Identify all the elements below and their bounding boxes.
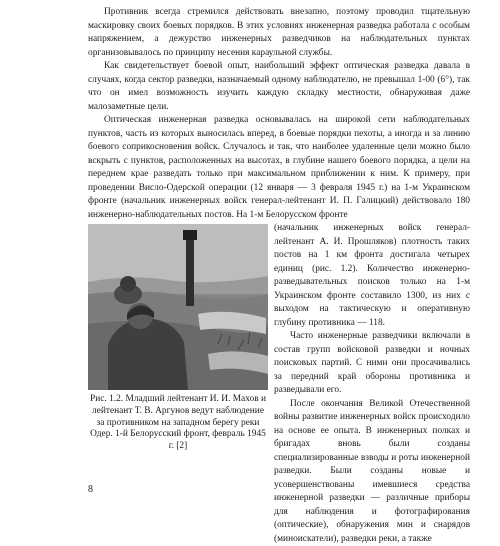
figure-and-text <box>88 222 470 546</box>
paragraph: (начальник инженерных войск генерал-лейтенант А. И. Прошляков) плотность таких постов на 1 км фронта достигала четырех единиц (рис. 1.2). Количество инженерно-разведывательных поисков только на 1-м Украинском фронте составило 1300, из них с выходом на тактическую и оперативную глубину противника — 118. <box>274 222 470 330</box>
paragraph: Часто инженерные разведчики включали в состав групп войсковой разведки и ночных поисковых партий. С ними они просачивались за передний край обороны противника и разведывали его. <box>274 330 470 398</box>
paragraph: Оптическая инженерная разведка основывалась на широкой сети наблюдательных пунктов, часть из которых выносилась вперед, в боевые порядки пехоты, а иногда и за линию боевого соприкосновения войск. Случалось и так, что наиболее удаленные цели можно было вскрыть с пунктов, расположенных на высотах, в глубине нашего боевого порядка, а цели на переднем крае разведать только при максимальном приближении к ним. К примеру, при проведении Висло-Одерской операции (12 января — 3 февраля 1945 г.) на 1-м Украинском фронте (начальник инженерных войск генерал-лейтенант И. П. Галицкий) действовало 180 инженерно-наблюдательных постов. На 1-м Белорусском фронте <box>88 114 470 222</box>
paragraph: Как свидетельствует боевой опыт, наибольший эффект оптическая разведка давала в случаях, когда сектор разведки, назначаемый одному наблюдателю, не превышал 1-00 (6°), так что он имел возможность изучить каждую складку местности, обнаруживая даже малозаметные цели. <box>88 60 470 114</box>
top-text-block <box>88 6 470 222</box>
figure <box>88 224 268 453</box>
page-number: 8 <box>88 484 93 495</box>
figure-caption: Рис. 1.2. Младший лейтенант И. И. Махов и лейтенант Т. В. Аргунов ведут наблюдение за противником на западном берегу реки Одер. 1-й Белорусский фронт, февраль 1945 г. [2] <box>88 394 268 453</box>
paragraph: После окончания Великой Отечественной войны развитие инженерных войск происходило на основе ее опыта. В инженерных полках и бригадах вновь были созданы специализированные взводы и роты инженерной разведки. Были созданы новые и усовершенствованы имевшиеся средства инженерной разведки — различные приборы для наблюдения и фотографирования (оптические), обнаружения мин и снарядов (миноискатели), разведки реки, а также <box>274 398 470 546</box>
right-text-column <box>274 222 470 546</box>
paragraph: Противник всегда стремился действовать внезапно, поэтому проводил тщательную маскировку своих боевых порядков. В этих условиях инженерная разведка работала с особым напряжением, а дежурство инженерных разведчиков на наблюдательных пунктах организовывалось по принципу несения караульной службы. <box>88 6 470 60</box>
photo-observers-with-periscope <box>88 224 268 390</box>
